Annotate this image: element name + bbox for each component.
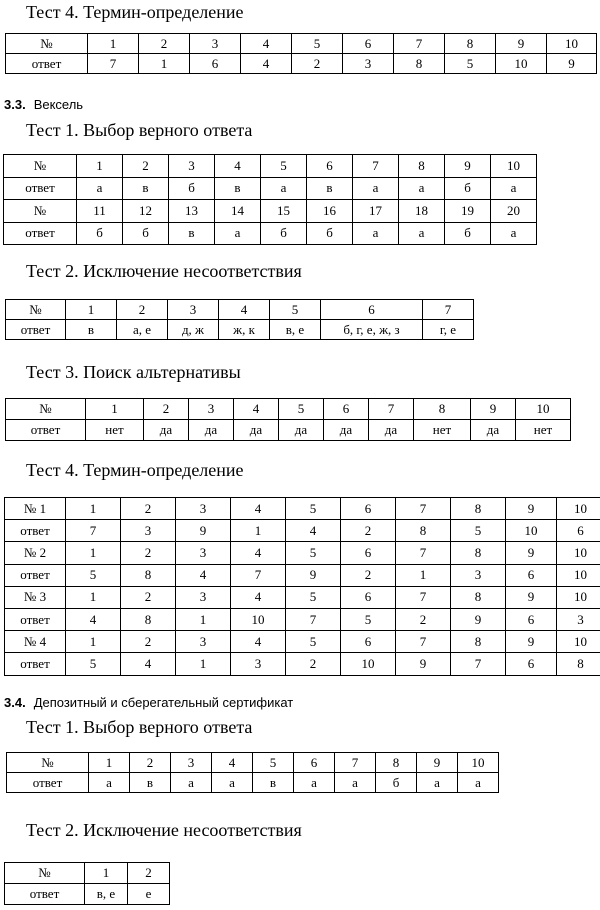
table-cell: 1 [66, 542, 121, 564]
table-cell: 2 [130, 753, 171, 773]
table-cell: а [399, 177, 445, 200]
table-cell: 1 [231, 520, 286, 542]
table-row [5, 608, 600, 630]
table-cell: 1 [66, 300, 117, 320]
table-cell: 9 [286, 564, 341, 586]
table-cell: 9 [547, 54, 597, 74]
table-cell: 8 [399, 155, 445, 178]
row-header-cell: ответ [4, 177, 77, 200]
table-cell: ж, к [219, 320, 270, 340]
table-cell: б [261, 222, 307, 245]
table-cell: 7 [394, 34, 445, 54]
table-cell: 1 [176, 653, 231, 675]
table-cell: 9 [445, 155, 491, 178]
table-cell: да [189, 420, 234, 441]
table-cell: 1 [86, 399, 144, 420]
table-cell: а [458, 773, 499, 793]
table-cell: в [253, 773, 294, 793]
table-cell: 6 [321, 300, 423, 320]
table-cell: б [445, 222, 491, 245]
table-cell: а [417, 773, 458, 793]
table-row [6, 34, 597, 54]
table-cell: г, е [423, 320, 474, 340]
table-cell: в [215, 177, 261, 200]
table-cell: 17 [353, 200, 399, 223]
table-cell: 5 [286, 631, 341, 653]
table-cell: в, е [270, 320, 321, 340]
table-cell: 4 [212, 753, 253, 773]
table-cell: 8 [451, 631, 506, 653]
table-cell: в [130, 773, 171, 793]
row-header-cell: ответ [7, 773, 89, 793]
table-cell: б [376, 773, 417, 793]
table-cell: в, е [85, 884, 128, 905]
table-cell: 15 [261, 200, 307, 223]
section-title: Вексель [33, 97, 84, 112]
table-cell: 3 [168, 300, 219, 320]
table-cell: 4 [66, 608, 121, 630]
table-cell: 10 [516, 399, 571, 420]
table-cell: 5 [253, 753, 294, 773]
table-cell: 2 [139, 34, 190, 54]
table-cell: 6 [341, 542, 396, 564]
table-cell: а [294, 773, 335, 793]
table-cell: 2 [121, 542, 176, 564]
table-cell: 9 [496, 34, 547, 54]
table-cell: 2 [128, 863, 170, 884]
table-cell: 4 [121, 653, 176, 675]
table-cell: а [215, 222, 261, 245]
table-cell: 2 [121, 586, 176, 608]
table-cell: 10 [557, 564, 600, 586]
table-cell: 8 [451, 586, 506, 608]
row-header-cell: № [7, 753, 89, 773]
table-cell: 5 [270, 300, 321, 320]
row-header-cell: ответ [5, 608, 66, 630]
table-cell: 7 [66, 520, 121, 542]
table-cell: 6 [294, 753, 335, 773]
table-cell: а [261, 177, 307, 200]
table-cell: да [324, 420, 369, 441]
table-cell: 7 [88, 54, 139, 74]
section-heading [4, 695, 293, 711]
row-header-cell: № [4, 155, 77, 178]
row-header-cell: ответ [5, 520, 66, 542]
table-cell: 6 [341, 586, 396, 608]
table-cell: 8 [451, 542, 506, 564]
table-cell: 5 [292, 34, 343, 54]
table-cell: 5 [286, 498, 341, 520]
table-cell: 9 [506, 586, 557, 608]
table-row [6, 320, 474, 340]
table-cell: 6 [341, 631, 396, 653]
table-cell: 2 [286, 653, 341, 675]
table-cell: 3 [169, 155, 215, 178]
table-cell: 3 [451, 564, 506, 586]
table-cell: 6 [506, 564, 557, 586]
table-row [5, 653, 600, 675]
table-cell: 5 [279, 399, 324, 420]
table-cell: нет [414, 420, 471, 441]
row-header-cell: ответ [6, 320, 66, 340]
row-header-cell: ответ [5, 884, 85, 905]
table-cell: 6 [341, 498, 396, 520]
table-cell: да [369, 420, 414, 441]
table-cell: е [128, 884, 170, 905]
test-title: Тест 2. Исключение несоответствия [26, 261, 302, 281]
table-row [7, 753, 499, 773]
table-cell: 7 [396, 498, 451, 520]
table-cell: 3 [190, 34, 241, 54]
row-header-cell: ответ [5, 653, 66, 675]
table-cell: 8 [396, 520, 451, 542]
table-cell: а [491, 222, 537, 245]
test-title: Тест 4. Термин-определение [26, 460, 244, 480]
table-cell: 10 [547, 34, 597, 54]
table-cell: 5 [286, 586, 341, 608]
test-title: Тест 4. Термин-определение [26, 2, 244, 22]
row-header-cell: № [6, 399, 86, 420]
row-header-cell: № 3 [5, 586, 66, 608]
table-cell: 4 [241, 34, 292, 54]
row-header-cell: № 4 [5, 631, 66, 653]
table-cell: 3 [176, 542, 231, 564]
table-cell: 6 [506, 608, 557, 630]
table-cell: 11 [77, 200, 123, 223]
table-cell: 2 [121, 631, 176, 653]
table-cell: 14 [215, 200, 261, 223]
test-title: Тест 3. Поиск альтернативы [26, 362, 241, 382]
table-cell: 4 [286, 520, 341, 542]
table-cell: 4 [215, 155, 261, 178]
table-cell: 10 [231, 608, 286, 630]
table-row [5, 863, 170, 884]
table-cell: 3 [189, 399, 234, 420]
table-cell: 5 [261, 155, 307, 178]
table-cell: 9 [396, 653, 451, 675]
test-title: Тест 1. Выбор верного ответа [26, 120, 253, 140]
table-cell: 9 [417, 753, 458, 773]
table-cell: 7 [451, 653, 506, 675]
table-cell: 5 [66, 653, 121, 675]
section-title: Депозитный и сберегательный сертификат [33, 695, 294, 710]
table-cell: 9 [451, 608, 506, 630]
table-cell: 20 [491, 200, 537, 223]
table-cell: а [212, 773, 253, 793]
table-cell: 1 [176, 608, 231, 630]
table-cell: нет [86, 420, 144, 441]
table-cell: 2 [144, 399, 189, 420]
test-title: Тест 2. Исключение несоответствия [26, 820, 302, 840]
table-row [6, 420, 571, 441]
table-cell: 8 [121, 608, 176, 630]
table-cell: 7 [423, 300, 474, 320]
table-row [5, 586, 600, 608]
table-cell: б [445, 177, 491, 200]
table-cell: 5 [445, 54, 496, 74]
answer-table [4, 862, 170, 905]
table-cell: 9 [506, 631, 557, 653]
table-cell: б, г, е, ж, з [321, 320, 423, 340]
table-cell: 10 [557, 631, 600, 653]
table-cell: 8 [451, 498, 506, 520]
table-cell: 8 [376, 753, 417, 773]
table-cell: да [234, 420, 279, 441]
table-cell: 2 [292, 54, 343, 74]
table-cell: 19 [445, 200, 491, 223]
table-cell: 8 [445, 34, 496, 54]
table-cell: 3 [557, 608, 600, 630]
table-cell: б [169, 177, 215, 200]
table-cell: 10 [557, 498, 600, 520]
row-header-cell: № [6, 34, 88, 54]
table-cell: в [169, 222, 215, 245]
table-cell: 4 [234, 399, 279, 420]
table-cell: 13 [169, 200, 215, 223]
table-cell: да [144, 420, 189, 441]
table-cell: 3 [176, 586, 231, 608]
row-header-cell: ответ [4, 222, 77, 245]
table-cell: 7 [396, 631, 451, 653]
table-row [4, 177, 537, 200]
table-cell: 2 [341, 564, 396, 586]
table-cell: 4 [176, 564, 231, 586]
table-row [6, 54, 597, 74]
table-cell: 3 [176, 498, 231, 520]
table-cell: 10 [557, 542, 600, 564]
table-cell: 6 [557, 520, 600, 542]
table-cell: 2 [396, 608, 451, 630]
table-row [5, 542, 600, 564]
answer-table [4, 497, 600, 676]
row-header-cell: № 1 [5, 498, 66, 520]
table-cell: 6 [190, 54, 241, 74]
table-cell: 8 [557, 653, 600, 675]
table-cell: да [279, 420, 324, 441]
table-cell: 1 [89, 753, 130, 773]
table-row [4, 222, 537, 245]
table-cell: 3 [343, 54, 394, 74]
table-cell: 1 [66, 498, 121, 520]
table-cell: 1 [139, 54, 190, 74]
table-cell: 1 [88, 34, 139, 54]
table-cell: а [77, 177, 123, 200]
section-number: 3.4. [4, 695, 26, 710]
row-header-cell: ответ [5, 564, 66, 586]
table-cell: 7 [369, 399, 414, 420]
table-cell: 1 [85, 863, 128, 884]
table-row [5, 564, 600, 586]
table-cell: 10 [491, 155, 537, 178]
answer-table [5, 33, 597, 74]
table-cell: 2 [341, 520, 396, 542]
table-row [5, 520, 600, 542]
table-cell: 1 [396, 564, 451, 586]
table-cell: 7 [286, 608, 341, 630]
table-cell: 9 [506, 542, 557, 564]
table-cell: 4 [231, 631, 286, 653]
table-cell: 6 [307, 155, 353, 178]
table-cell: в [66, 320, 117, 340]
table-cell: б [123, 222, 169, 245]
table-cell: а [491, 177, 537, 200]
row-header-cell: № [4, 200, 77, 223]
row-header-cell: № [5, 863, 85, 884]
section-number: 3.3. [4, 97, 26, 112]
table-cell: 7 [353, 155, 399, 178]
row-header-cell: ответ [6, 54, 88, 74]
table-row [6, 300, 474, 320]
table-row [5, 884, 170, 905]
table-cell: а, е [117, 320, 168, 340]
table-cell: 4 [231, 586, 286, 608]
table-cell: 16 [307, 200, 353, 223]
table-cell: да [471, 420, 516, 441]
table-cell: 6 [506, 653, 557, 675]
table-cell: 5 [66, 564, 121, 586]
table-cell: 2 [123, 155, 169, 178]
table-cell: 9 [506, 498, 557, 520]
table-cell: 1 [66, 586, 121, 608]
table-cell: 2 [117, 300, 168, 320]
table-cell: а [399, 222, 445, 245]
answer-table [6, 752, 499, 793]
table-row [5, 498, 600, 520]
table-cell: 6 [324, 399, 369, 420]
table-cell: 4 [241, 54, 292, 74]
table-row [6, 399, 571, 420]
table-cell: 8 [121, 564, 176, 586]
answer-table [5, 398, 571, 441]
table-cell: 10 [496, 54, 547, 74]
table-cell: 10 [557, 586, 600, 608]
table-cell: б [77, 222, 123, 245]
table-cell: 8 [414, 399, 471, 420]
table-cell: 3 [121, 520, 176, 542]
answer-table [3, 154, 537, 245]
table-cell: 9 [176, 520, 231, 542]
table-cell: д, ж [168, 320, 219, 340]
table-cell: 10 [341, 653, 396, 675]
table-cell: 7 [396, 586, 451, 608]
table-cell: в [123, 177, 169, 200]
table-cell: 5 [286, 542, 341, 564]
table-cell: 7 [396, 542, 451, 564]
table-cell: 12 [123, 200, 169, 223]
table-row [7, 773, 499, 793]
table-cell: 1 [66, 631, 121, 653]
table-cell: 2 [121, 498, 176, 520]
row-header-cell: № [6, 300, 66, 320]
table-cell: а [353, 177, 399, 200]
table-cell: 5 [451, 520, 506, 542]
table-row [4, 155, 537, 178]
table-cell: 18 [399, 200, 445, 223]
table-cell: а [171, 773, 212, 793]
row-header-cell: ответ [6, 420, 86, 441]
test-title: Тест 1. Выбор верного ответа [26, 717, 253, 737]
section-heading [4, 97, 83, 113]
table-cell: 5 [341, 608, 396, 630]
table-cell: а [335, 773, 376, 793]
table-cell: 8 [394, 54, 445, 74]
table-cell: 6 [343, 34, 394, 54]
table-cell: а [89, 773, 130, 793]
table-cell: 4 [231, 498, 286, 520]
answer-table [5, 299, 474, 340]
table-cell: 9 [471, 399, 516, 420]
table-cell: 3 [171, 753, 212, 773]
table-cell: б [307, 222, 353, 245]
table-cell: 3 [176, 631, 231, 653]
table-row [4, 200, 537, 223]
table-cell: 1 [77, 155, 123, 178]
table-cell: 7 [335, 753, 376, 773]
row-header-cell: № 2 [5, 542, 66, 564]
table-row [5, 631, 600, 653]
table-cell: 3 [231, 653, 286, 675]
table-cell: в [307, 177, 353, 200]
table-cell: а [353, 222, 399, 245]
table-cell: 4 [231, 542, 286, 564]
table-cell: 10 [458, 753, 499, 773]
table-cell: 10 [506, 520, 557, 542]
table-cell: 7 [231, 564, 286, 586]
table-cell: 4 [219, 300, 270, 320]
table-cell: нет [516, 420, 571, 441]
